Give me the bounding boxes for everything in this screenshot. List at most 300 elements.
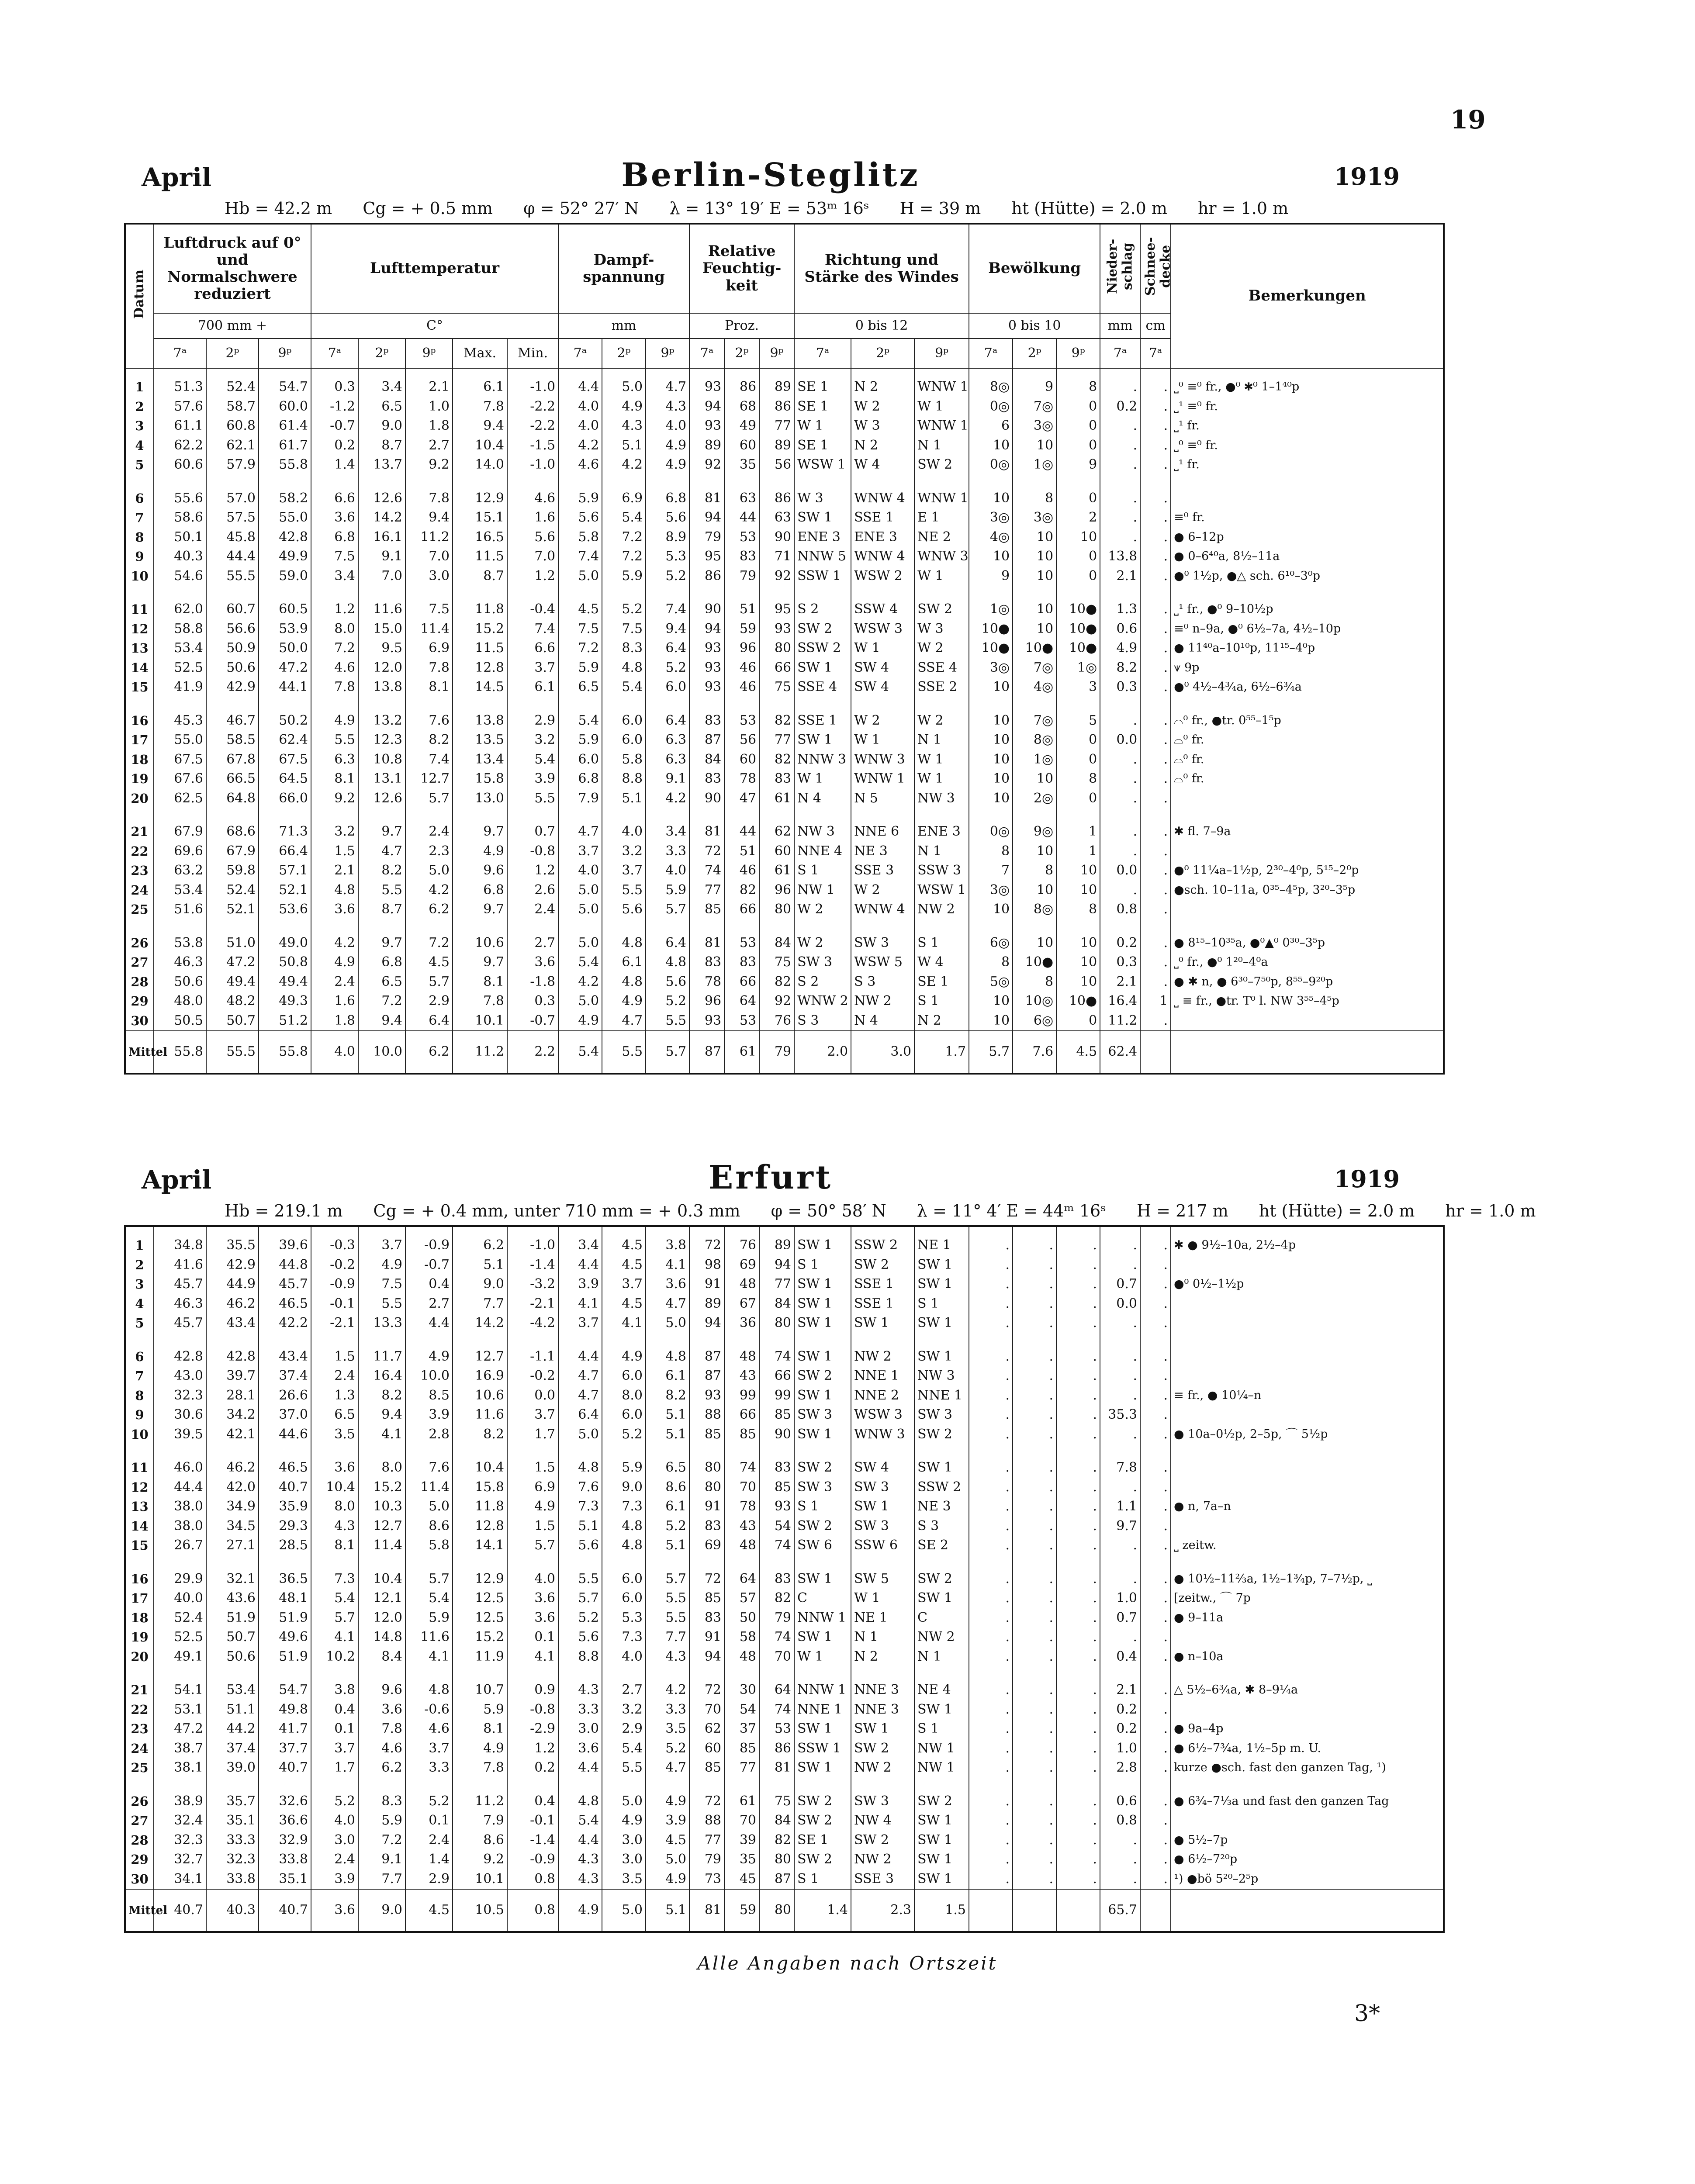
data-cell: 50.7	[206, 1011, 259, 1031]
data-cell: 4.8	[602, 933, 646, 953]
data-cell: 60	[724, 436, 759, 456]
data-cell: 71	[759, 547, 794, 567]
data-cell: 96	[689, 992, 724, 1011]
data-cell: 5.5	[646, 1589, 689, 1608]
data-cell: 80	[689, 1478, 724, 1497]
data-cell: 42.1	[206, 1425, 259, 1444]
gap-cell	[507, 1555, 558, 1569]
row-date: 24	[125, 881, 154, 900]
data-cell: 7.3	[558, 1497, 602, 1517]
data-cell: 5.1	[558, 1517, 602, 1536]
data-cell: 3.0	[602, 1850, 646, 1870]
data-cell: 54.7	[259, 368, 311, 397]
data-cell: 53	[724, 711, 759, 731]
data-cell: 5.5	[602, 1758, 646, 1778]
section-berlin-steglitz	[124, 153, 1417, 1075]
unit-nieder: mm	[1100, 313, 1140, 339]
data-cell: 46.2	[206, 1294, 259, 1314]
data-cell: W 2	[794, 933, 851, 953]
data-cell: 67	[724, 1294, 759, 1314]
data-cell: 8.1	[311, 1536, 358, 1555]
data-cell: 5.2	[646, 992, 689, 1011]
data-cell: W 1	[851, 730, 914, 750]
data-cell: 10	[1056, 861, 1100, 881]
data-cell: 4.4	[405, 1313, 453, 1333]
data-cell: 0.2	[1100, 1700, 1140, 1720]
gap-cell	[1100, 808, 1140, 822]
gap-cell	[507, 919, 558, 933]
data-cell: 10	[1013, 933, 1056, 953]
data-cell: 5.9	[405, 1608, 453, 1628]
data-cell: 6.8	[311, 528, 358, 547]
data-cell: NW 2	[914, 900, 969, 919]
data-cell: W 1	[851, 639, 914, 658]
data-cell: 6.0	[602, 1569, 646, 1589]
data-cell: 53.4	[154, 639, 206, 658]
data-cell: 12.7	[358, 1517, 405, 1536]
data-cell: 16.4	[358, 1366, 405, 1386]
data-cell: 46	[724, 677, 759, 697]
data-cell: 6.5	[646, 1458, 689, 1478]
row-date: 22	[125, 842, 154, 861]
data-cell: 15.8	[453, 769, 507, 789]
data-cell: 3.6	[646, 1275, 689, 1294]
data-cell: 2.6	[507, 881, 558, 900]
data-cell: WNW 1	[914, 489, 969, 508]
mean-cell: 40.7	[154, 1889, 206, 1932]
data-cell: 81	[689, 822, 724, 842]
data-cell: 32.3	[154, 1831, 206, 1850]
data-cell: -0.2	[507, 1366, 558, 1386]
data-cell: 39.0	[206, 1758, 259, 1778]
row-remark	[1171, 489, 1444, 508]
data-cell: .	[1140, 1366, 1171, 1386]
table-row	[125, 900, 1444, 919]
data-cell: -0.7	[507, 1011, 558, 1031]
gap-cell	[914, 697, 969, 711]
data-cell: 10	[969, 750, 1013, 770]
gap-cell	[259, 1555, 311, 1569]
data-cell: 2◎	[1013, 789, 1056, 809]
mean-cell: 3.6	[311, 1889, 358, 1932]
data-cell: 1.3	[311, 1386, 358, 1406]
data-cell: 13.4	[453, 750, 507, 770]
data-cell: 3.6	[311, 1458, 358, 1478]
gap-cell	[1100, 1444, 1140, 1458]
gap-cell	[405, 1778, 453, 1792]
data-cell: 9.6	[453, 861, 507, 881]
data-cell: 0	[1056, 397, 1100, 417]
data-cell: SE 2	[914, 1536, 969, 1555]
gap-cell	[794, 919, 851, 933]
gap-cell	[1056, 1333, 1100, 1347]
gap-cell	[1171, 586, 1444, 600]
data-cell: 10	[1013, 600, 1056, 619]
data-cell: 5.5	[311, 730, 358, 750]
data-cell: .	[969, 1405, 1013, 1425]
data-cell: 5.9	[453, 1700, 507, 1720]
gap-cell	[1100, 1333, 1140, 1347]
gap-cell	[646, 1778, 689, 1792]
data-cell: 49	[724, 416, 759, 436]
data-cell: SW 1	[851, 1497, 914, 1517]
data-cell: N 4	[794, 789, 851, 809]
data-cell: SW 1	[794, 1347, 851, 1367]
data-cell: NE 4	[914, 1680, 969, 1700]
data-cell: .	[1140, 1589, 1171, 1608]
mean-cell: 62.4	[1100, 1031, 1140, 1074]
data-cell: 86	[724, 368, 759, 397]
data-cell: 2.4	[507, 900, 558, 919]
mean-label: Mittel	[125, 1031, 154, 1074]
data-cell: WNW 4	[851, 547, 914, 567]
data-cell: 55.8	[259, 455, 311, 475]
data-cell: -0.7	[405, 1255, 453, 1275]
data-cell: 4.9	[453, 1739, 507, 1759]
data-cell: 79	[689, 1850, 724, 1870]
data-cell: 11.4	[405, 1478, 453, 1497]
data-cell: E 1	[914, 508, 969, 528]
data-cell: 8.4	[358, 1647, 405, 1667]
station-param: λ = 11° 4′ E = 44ᵐ 16ˢ	[917, 1201, 1106, 1220]
data-cell: SW 1	[914, 1275, 969, 1294]
mean-cell: 1.4	[794, 1889, 851, 1932]
data-cell: 90	[759, 1425, 794, 1444]
data-cell: SSW 1	[794, 1739, 851, 1759]
row-remark: kurze ●sch. fast den ganzen Tag, ¹)	[1171, 1758, 1444, 1778]
data-cell: 81	[689, 489, 724, 508]
data-cell: -2.2	[507, 416, 558, 436]
gap-cell	[602, 697, 646, 711]
gap-cell	[914, 808, 969, 822]
data-cell: 58.7	[206, 397, 259, 417]
data-cell: 95	[689, 547, 724, 567]
data-cell: 6.3	[646, 750, 689, 770]
gap-cell	[259, 697, 311, 711]
hour-label: 7ᵃ	[311, 339, 358, 368]
data-cell: 85	[689, 900, 724, 919]
gap-cell	[358, 1444, 405, 1458]
data-cell: 60.7	[206, 600, 259, 619]
data-cell: 5.6	[507, 528, 558, 547]
gap-cell	[125, 697, 154, 711]
data-cell: 8.0	[358, 1458, 405, 1478]
row-date: 9	[125, 547, 154, 567]
data-cell: 3◎	[969, 658, 1013, 678]
data-cell: .	[1140, 789, 1171, 809]
data-cell: 4.3	[646, 397, 689, 417]
gap-cell	[405, 1444, 453, 1458]
gap-cell	[259, 1778, 311, 1792]
data-cell: WSW 5	[851, 953, 914, 972]
data-cell: .	[1100, 436, 1140, 456]
gap-cell	[453, 1778, 507, 1792]
gap-cell	[689, 586, 724, 600]
data-cell: 12.9	[453, 1569, 507, 1589]
data-cell: 48.1	[259, 1589, 311, 1608]
gap-cell	[602, 1666, 646, 1680]
data-cell: 1.7	[507, 1425, 558, 1444]
data-cell: 83	[759, 1458, 794, 1478]
data-cell: .	[1013, 1347, 1056, 1367]
row-date: 6	[125, 1347, 154, 1367]
row-remark: ⎵¹ ≡⁰ fr.	[1171, 397, 1444, 417]
data-cell: 49.4	[206, 972, 259, 992]
station-param: φ = 50° 58′ N	[771, 1201, 886, 1220]
data-cell: 8	[969, 842, 1013, 861]
data-cell: SSE 2	[914, 677, 969, 697]
data-cell: 4.1	[602, 1313, 646, 1333]
data-cell: 43	[724, 1366, 759, 1386]
gap-cell	[969, 697, 1013, 711]
data-cell: 3.7	[558, 1313, 602, 1333]
gap-cell	[558, 919, 602, 933]
data-cell: 4.9	[405, 1347, 453, 1367]
data-cell: C	[914, 1608, 969, 1628]
row-date: 21	[125, 822, 154, 842]
data-cell: 62.5	[154, 789, 206, 809]
gap-cell	[851, 475, 914, 489]
gap-cell	[1171, 808, 1444, 822]
data-cell: .	[1140, 861, 1171, 881]
gap-cell	[646, 919, 689, 933]
data-cell: 5.4	[602, 508, 646, 528]
data-cell: 5.5	[358, 881, 405, 900]
data-cell: S 2	[794, 600, 851, 619]
data-cell: W 2	[914, 639, 969, 658]
data-cell: 1.4	[311, 455, 358, 475]
mean-cell: 7.6	[1013, 1031, 1056, 1074]
data-cell: 8.7	[453, 567, 507, 586]
data-cell: 55.0	[154, 730, 206, 750]
data-cell: .	[1140, 1792, 1171, 1811]
data-cell: 4.8	[602, 1536, 646, 1555]
row-gap	[125, 1444, 1444, 1458]
data-cell: 2.1	[1100, 1680, 1140, 1700]
data-cell: WNW 1	[851, 769, 914, 789]
data-cell: 4.9	[1100, 639, 1140, 658]
data-cell: .	[1100, 881, 1140, 900]
data-cell: 11.5	[453, 547, 507, 567]
data-cell: 13.3	[358, 1313, 405, 1333]
table-row	[125, 1405, 1444, 1425]
data-cell: 10	[1013, 547, 1056, 567]
mean-cell: 65.7	[1100, 1889, 1140, 1932]
data-cell: 4◎	[1013, 677, 1056, 697]
data-cell: .	[1056, 1294, 1100, 1314]
data-cell: .	[1100, 1569, 1140, 1589]
gap-cell	[969, 1444, 1013, 1458]
gap-cell	[125, 808, 154, 822]
data-cell: 44.1	[259, 677, 311, 697]
data-cell: 59.0	[259, 567, 311, 586]
data-cell: W 2	[851, 881, 914, 900]
data-cell: .	[1140, 455, 1171, 475]
data-cell: 66	[724, 1405, 759, 1425]
gap-cell	[558, 1555, 602, 1569]
table-row	[125, 1275, 1444, 1294]
data-cell: 3.9	[405, 1405, 453, 1425]
data-cell: 2.9	[602, 1719, 646, 1739]
data-cell: 78	[724, 1497, 759, 1517]
data-cell: SW 1	[914, 1870, 969, 1890]
mean-cell: 4.9	[558, 1889, 602, 1932]
data-cell: 10●	[969, 619, 1013, 639]
data-cell: WSW 3	[851, 1405, 914, 1425]
data-cell: .	[1100, 1628, 1140, 1647]
mean-cell: 61	[724, 1031, 759, 1074]
data-cell: 6.4	[646, 711, 689, 731]
data-cell: 7.5	[558, 619, 602, 639]
data-cell: N 2	[851, 436, 914, 456]
gap-cell	[1140, 697, 1171, 711]
data-cell: SW 1	[794, 1628, 851, 1647]
data-cell: 9.4	[646, 619, 689, 639]
data-cell: SW 2	[794, 619, 851, 639]
data-cell: .	[1140, 1347, 1171, 1367]
row-date: 15	[125, 677, 154, 697]
data-cell: 1.5	[507, 1517, 558, 1536]
data-cell: 61	[724, 1792, 759, 1811]
gap-cell	[125, 1444, 154, 1458]
data-cell: 59.8	[206, 861, 259, 881]
data-cell: SW 3	[794, 1405, 851, 1425]
row-date: 30	[125, 1011, 154, 1031]
data-cell: SSW 2	[794, 639, 851, 658]
data-cell: 10	[1056, 528, 1100, 547]
table-row	[125, 658, 1444, 678]
data-cell: 86	[759, 489, 794, 508]
row-date: 20	[125, 1647, 154, 1667]
gap-cell	[206, 919, 259, 933]
data-cell: 62.1	[206, 436, 259, 456]
data-cell: 9.4	[453, 416, 507, 436]
data-cell: SW 2	[914, 1425, 969, 1444]
data-cell: 4.9	[646, 455, 689, 475]
data-cell: W 2	[794, 900, 851, 919]
data-cell: 35	[724, 455, 759, 475]
gap-cell	[1056, 697, 1100, 711]
data-cell: 9.1	[358, 1850, 405, 1870]
data-cell: WSW 1	[914, 881, 969, 900]
gap-cell	[969, 1333, 1013, 1347]
data-cell: S 1	[914, 1294, 969, 1314]
data-cell: 1.8	[405, 416, 453, 436]
data-cell: 33.8	[259, 1850, 311, 1870]
gap-cell	[125, 1778, 154, 1792]
data-cell: 94	[689, 1313, 724, 1333]
data-cell: -0.9	[311, 1275, 358, 1294]
station-params	[124, 1201, 1536, 1225]
gap-cell	[206, 1444, 259, 1458]
data-cell: 7.2	[405, 933, 453, 953]
data-cell: .	[1056, 1255, 1100, 1275]
gap-cell	[794, 1778, 851, 1792]
gap-cell	[969, 808, 1013, 822]
data-cell: 4.8	[405, 1680, 453, 1700]
gap-cell	[311, 1444, 358, 1458]
gap-cell	[259, 586, 311, 600]
table-row	[125, 455, 1444, 475]
data-cell: 51.2	[259, 1011, 311, 1031]
data-cell: 3.0	[602, 1831, 646, 1850]
data-cell: 1.4	[405, 1850, 453, 1870]
data-cell: 4.0	[558, 416, 602, 436]
data-cell: .	[1100, 1850, 1140, 1870]
data-cell: 59	[724, 619, 759, 639]
data-cell: 0.8	[507, 1870, 558, 1890]
section-erfurt	[124, 1155, 1536, 1933]
data-cell: 60.6	[154, 455, 206, 475]
data-cell: 49.6	[259, 1628, 311, 1647]
data-cell: .	[1056, 1608, 1100, 1628]
data-cell: 8	[1013, 861, 1056, 881]
data-cell: 7.5	[602, 619, 646, 639]
data-cell: SW 1	[794, 508, 851, 528]
data-cell: 6.2	[358, 1758, 405, 1778]
data-cell: SSE 1	[851, 1275, 914, 1294]
row-gap	[125, 586, 1444, 600]
gap-cell	[558, 475, 602, 489]
data-cell: .	[1140, 1497, 1171, 1517]
data-cell: 4.5	[602, 1294, 646, 1314]
data-cell: .	[969, 1680, 1013, 1700]
title-row	[124, 1155, 1417, 1201]
data-cell: 5.0	[646, 1313, 689, 1333]
gap-cell	[453, 697, 507, 711]
gap-cell	[794, 1444, 851, 1458]
data-cell: 11.6	[358, 600, 405, 619]
data-cell: 3.8	[646, 1226, 689, 1255]
data-cell: 39.5	[154, 1425, 206, 1444]
table-row	[125, 1850, 1444, 1870]
table-row	[125, 416, 1444, 436]
data-cell: 4.8	[646, 1347, 689, 1367]
data-cell: 15.0	[358, 619, 405, 639]
data-cell: 39.6	[259, 1226, 311, 1255]
data-cell: 10	[1013, 769, 1056, 789]
data-cell: .	[1140, 1628, 1171, 1647]
gap-cell	[1100, 1778, 1140, 1792]
data-cell: 2.9	[507, 711, 558, 731]
data-cell: 67.9	[206, 842, 259, 861]
row-remark: ● 6–12p	[1171, 528, 1444, 547]
row-remark	[1171, 1628, 1444, 1647]
data-cell: SW 2	[794, 1517, 851, 1536]
data-cell: 61	[759, 861, 794, 881]
data-cell: .	[1056, 1425, 1100, 1444]
hour-label: 7ᵃ	[969, 339, 1013, 368]
gap-cell	[602, 475, 646, 489]
data-cell: SSE 3	[851, 861, 914, 881]
data-cell: 80	[759, 639, 794, 658]
data-cell: ENE 3	[851, 528, 914, 547]
data-cell: .	[1140, 528, 1171, 547]
data-cell: 64	[759, 1680, 794, 1700]
data-cell: 5.7	[558, 1589, 602, 1608]
data-cell: 11.4	[358, 1536, 405, 1555]
gap-cell	[1013, 1778, 1056, 1792]
data-cell: .	[969, 1811, 1013, 1831]
data-cell: 84	[759, 1294, 794, 1314]
row-remark: ● ✱ n, ● 6³⁰–7⁵⁰p, 8⁵⁵–9²⁰p	[1171, 972, 1444, 992]
data-cell: 67.9	[154, 822, 206, 842]
data-cell: 8.0	[311, 1497, 358, 1517]
row-date: 14	[125, 1517, 154, 1536]
data-cell: 0.1	[405, 1811, 453, 1831]
data-cell: 11.5	[453, 639, 507, 658]
row-date: 4	[125, 1294, 154, 1314]
